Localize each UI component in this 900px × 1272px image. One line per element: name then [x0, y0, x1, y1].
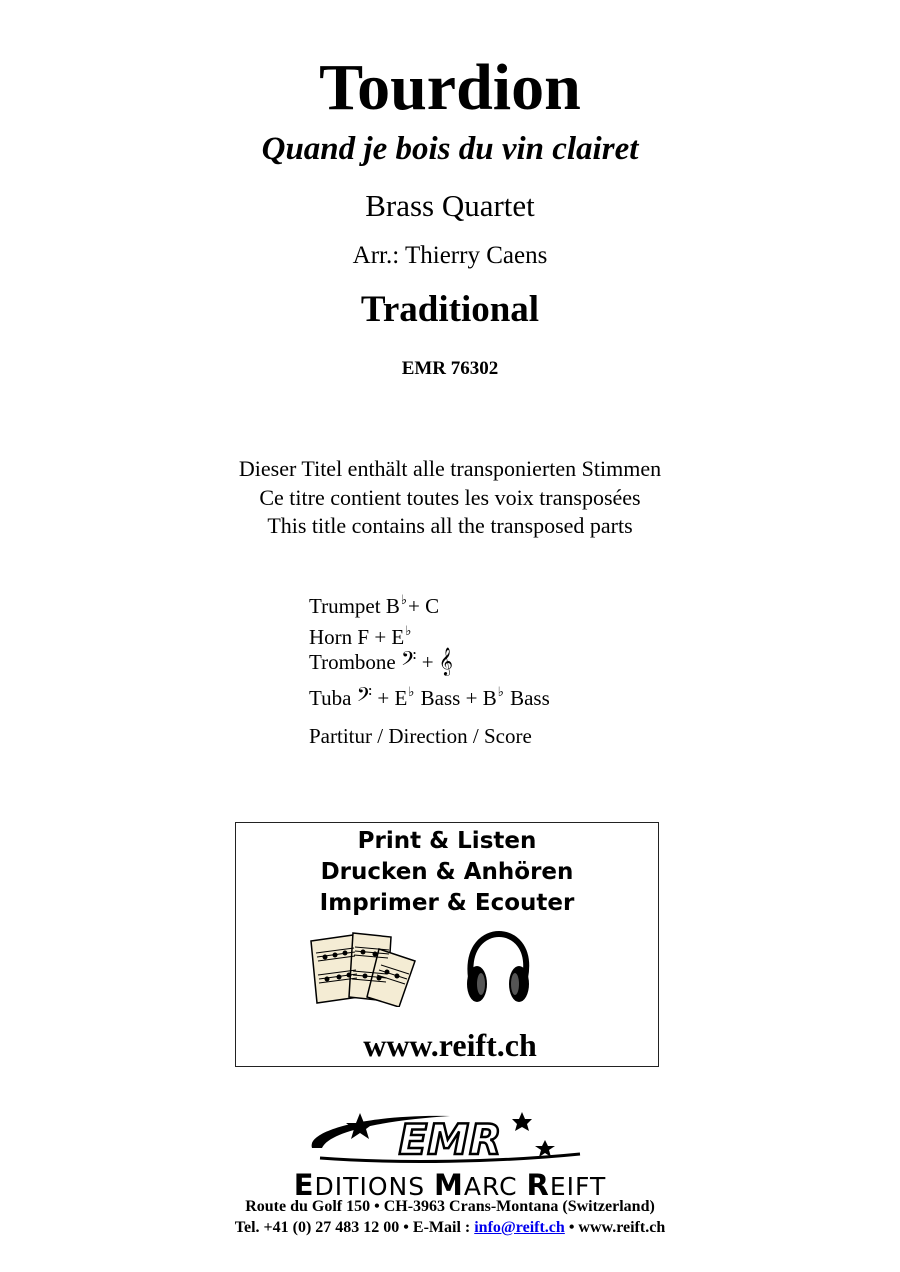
promo-line-german: Drucken & Anhören — [320, 859, 574, 885]
plus-sign: + — [421, 650, 434, 674]
part-tuba — [309, 677, 550, 711]
title: Tourdion — [319, 51, 581, 124]
contact-website[interactable]: • www.reift.ch — [568, 1219, 666, 1236]
part-trumpet-rest: + C — [407, 594, 440, 618]
score-label: Partitur / Direction / Score — [309, 724, 532, 748]
arranger: Arr.: Thierry Caens — [352, 242, 548, 269]
ensemble: Brass Quartet — [365, 188, 535, 223]
part-horn — [309, 616, 550, 647]
publisher-name-eift: EIFT — [549, 1172, 607, 1201]
part-tuba-name: Tuba — [309, 685, 352, 710]
promo-line-english: Print & Listen — [357, 828, 537, 854]
flat-icon: ♭ — [497, 683, 504, 699]
part-trombone-name: Trombone — [309, 650, 396, 674]
emr-logo — [300, 1108, 600, 1170]
flat-icon: ♭ — [405, 622, 412, 638]
publisher-name-arc: ARC — [463, 1172, 527, 1201]
sheet-music-icon — [303, 927, 423, 1007]
headphones-icon — [463, 930, 533, 1010]
publisher-name-r: R — [526, 1168, 550, 1202]
publisher-name-ditions: DITIONS — [314, 1172, 435, 1201]
subtitle: Quand je bois du vin clairet — [261, 131, 639, 167]
publisher-name-e: E — [293, 1168, 315, 1202]
notice-german: Dieser Titel enthält alle transponierten Stimmen — [238, 456, 662, 481]
flat-icon: ♭ — [408, 683, 415, 699]
part-tuba-eflat: + E — [377, 685, 408, 710]
logo-text: EMR — [398, 1115, 502, 1164]
publisher-name-m: M — [434, 1168, 464, 1202]
part-tuba-bflat: Bass + B — [420, 685, 497, 710]
parts-list — [309, 585, 550, 711]
part-trombone — [309, 646, 550, 677]
treble-clef-icon: 𝄞 — [438, 647, 453, 675]
bass-clef-icon: 𝄢 — [356, 682, 373, 711]
transposed-parts-notice — [0, 455, 900, 541]
promo-line-french: Imprimer & Ecouter — [319, 890, 575, 916]
flat-icon: ♭ — [400, 592, 407, 607]
promo-website[interactable]: www.reift.ch — [363, 1027, 537, 1063]
email-link[interactable]: info@reift.ch — [474, 1219, 565, 1236]
publisher-address: Route du Golf 150 • CH-3963 Crans-Montana (Switzerland) — [245, 1198, 655, 1215]
composer: Traditional — [360, 289, 540, 330]
part-horn-name: Horn F + E — [309, 624, 405, 649]
catalog-number: EMR 76302 — [401, 358, 499, 379]
publisher-contact — [0, 1218, 900, 1238]
contact-phone: Tel. +41 (0) 27 483 12 00 • E-Mail : — [234, 1219, 471, 1236]
part-tuba-bass: Bass — [510, 685, 550, 710]
notice-french: Ce titre contient toutes les voix transposées — [259, 484, 641, 510]
notice-english: This title contains all the transposed parts — [267, 513, 633, 538]
part-trumpet — [309, 585, 550, 616]
bass-clef-icon: 𝄢 — [401, 647, 417, 675]
part-trumpet-name: Trumpet B — [309, 594, 400, 618]
